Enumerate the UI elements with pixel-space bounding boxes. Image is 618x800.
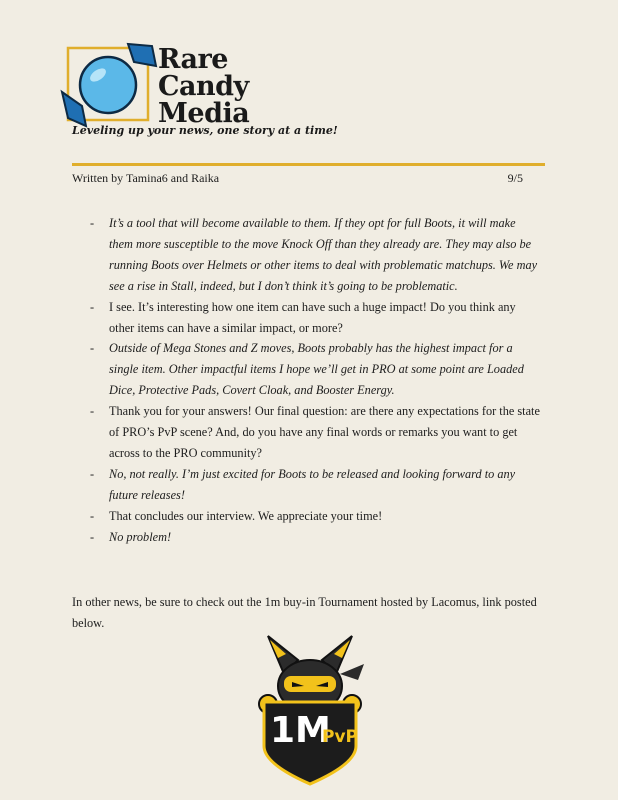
brand-line-1: Rare <box>158 44 228 75</box>
brand-name <box>158 46 249 127</box>
news-paragraph: In other news, be sure to check out the 1m buy-in Tournament hosted by Lacomus, link posted below. <box>72 595 537 630</box>
issue-date: 9/5 <box>507 171 523 185</box>
pvp-logo-big: 1M <box>270 710 331 751</box>
question-text: That concludes our interview. We appreciate your time! <box>109 508 383 523</box>
candy-logo-icon <box>60 40 160 130</box>
tagline: Leveling up your news, one story at a time! <box>72 124 338 137</box>
bullet-dash: - <box>90 341 95 356</box>
bullet-dash: - <box>90 466 95 481</box>
answer-text: No, not really. I’m just excited for Boots to be released and looking forward to any future releases! <box>109 466 516 502</box>
ninja-mascot-icon <box>254 634 366 786</box>
list-item <box>72 506 540 527</box>
byline: Written by Tamina6 and Raika <box>72 171 220 185</box>
bullet-dash: - <box>90 404 95 419</box>
answer-text: Outside of Mega Stones and Z moves, Boots probably has the highest impact for a single item. Other impactful items I hope we’ll get in PRO at some point are Loaded Dice, Protective Pads, Covert Cloak, and Booster Energy. <box>109 341 524 398</box>
question-text: I see. It’s interesting how one item can have such a huge impact! Do you think any other items can have a similar impact, or more? <box>109 299 516 335</box>
list-item <box>72 213 540 297</box>
bullet-dash: - <box>90 216 95 230</box>
brand-line-2: Candy <box>158 71 249 102</box>
list-item <box>72 527 540 548</box>
brand-line-3: Media <box>158 98 250 129</box>
answer-text: No problem! <box>109 529 172 544</box>
bullet-dash: - <box>90 299 95 314</box>
list-item <box>72 464 540 506</box>
bullet-dash: - <box>90 529 95 544</box>
answer-text: It’s a tool that will become available to them. If they opt for full Boots, it will make them more susceptible to the move Knock Off than they already are. They may also be running Boots over Helmets or other items to deal with problematic matchups. We may see a rise in Stall, indeed, but I don’t think it’s going to be problematic. <box>109 216 538 293</box>
question-text: Thank you for your answers! Our final question: are there any expectations for the state of PRO’s PvP scene? And, do you have any final words or remarks you want to get across to the PRO community? <box>109 404 540 460</box>
header-rule <box>72 163 545 166</box>
bullet-dash: - <box>90 508 95 523</box>
pvp-logo-small: PvP <box>322 727 359 747</box>
byline-row <box>72 171 545 186</box>
interview-list <box>72 213 540 548</box>
list-item <box>72 338 540 401</box>
list-item <box>72 401 540 464</box>
list-item <box>72 297 540 339</box>
